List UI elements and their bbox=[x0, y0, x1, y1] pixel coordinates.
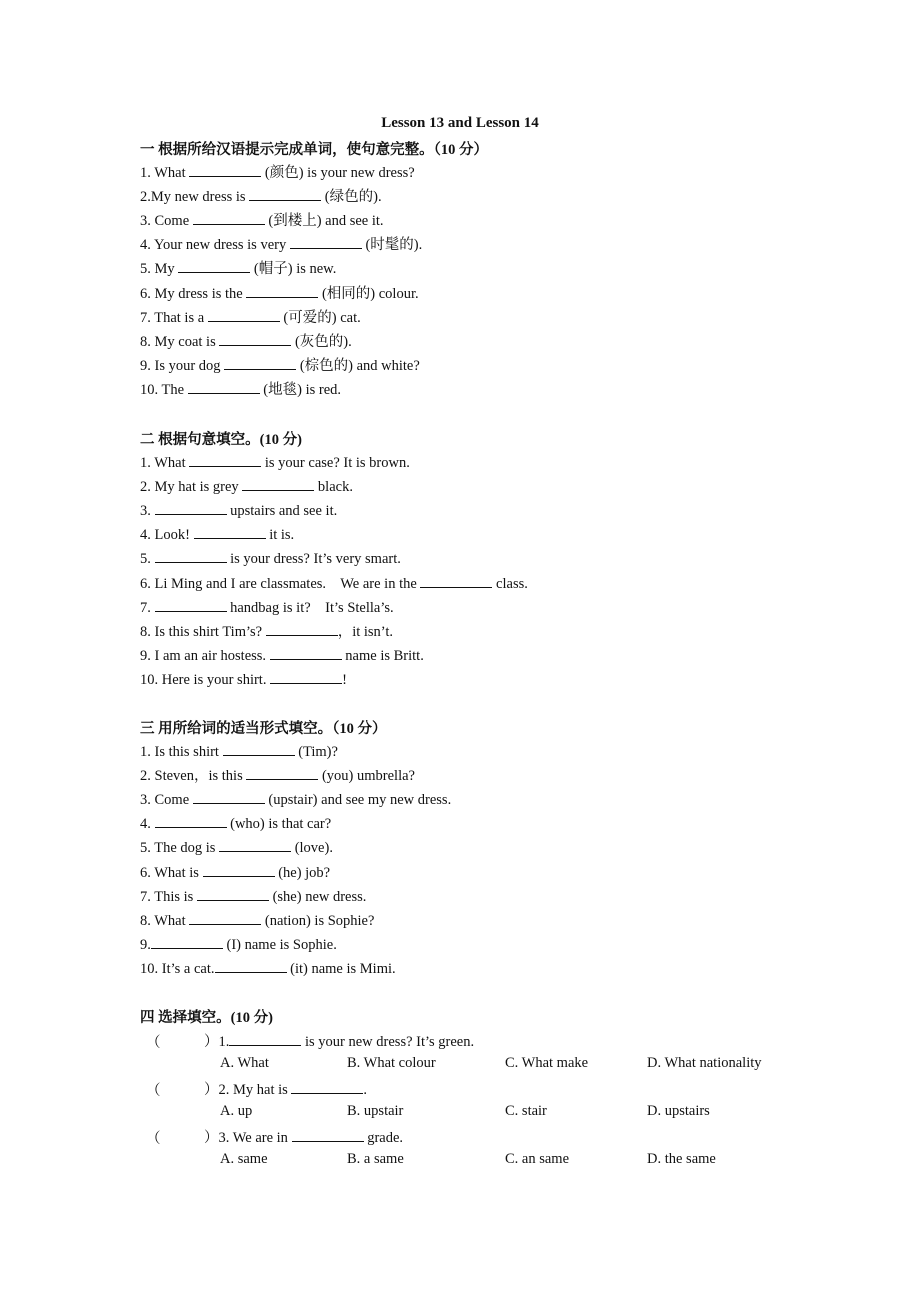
answer-blank[interactable] bbox=[420, 573, 492, 588]
question-line bbox=[140, 500, 337, 520]
answer-blank[interactable] bbox=[193, 789, 265, 804]
question-prefix: 7. bbox=[140, 599, 155, 616]
choice-option[interactable]: D. What nationality bbox=[647, 1055, 762, 1071]
question-line bbox=[140, 886, 366, 906]
question-suffix: (棕色的) and white? bbox=[296, 357, 420, 374]
answer-paren-close: ） bbox=[204, 1082, 219, 1098]
choice-question bbox=[204, 1127, 403, 1147]
question-prefix: 4. Look! bbox=[140, 527, 194, 544]
question-suffix: (帽子) is new. bbox=[250, 261, 337, 278]
question-prefix: 9. bbox=[140, 936, 151, 953]
question-prefix: 9. I am an air hostess. bbox=[140, 647, 270, 664]
question-line bbox=[140, 813, 331, 833]
question-prefix: 1. What bbox=[140, 455, 190, 471]
answer-blank[interactable] bbox=[155, 500, 227, 515]
question-suffix: grade. bbox=[363, 1130, 404, 1146]
answer-blank[interactable] bbox=[151, 934, 223, 949]
section-heading: 二 根据句意填空。(10 分) bbox=[140, 432, 302, 448]
question-prefix: 8. What bbox=[140, 912, 190, 929]
question-prefix: 8. My coat is bbox=[140, 333, 220, 350]
question-line bbox=[140, 958, 396, 978]
choice-option[interactable]: C. stair bbox=[505, 1103, 547, 1119]
question-line bbox=[140, 283, 419, 303]
question-prefix: 2. Steven，is this bbox=[140, 768, 247, 785]
question-prefix: 6. My dress is the bbox=[140, 285, 247, 302]
question-suffix: it is. bbox=[265, 527, 295, 544]
question-suffix: (可爱的) cat. bbox=[279, 309, 361, 326]
question-suffix: is your new dress? It’s green. bbox=[301, 1034, 475, 1050]
question-suffix: (绿色的). bbox=[321, 189, 382, 206]
question-prefix: 1. bbox=[218, 1034, 230, 1050]
choice-option[interactable]: C. What make bbox=[505, 1055, 589, 1071]
question-prefix: 1. What bbox=[140, 165, 190, 181]
answer-blank[interactable] bbox=[197, 886, 269, 901]
answer-blank[interactable] bbox=[246, 765, 318, 780]
question-line bbox=[140, 548, 401, 568]
question-line bbox=[140, 837, 333, 857]
question-suffix: is your case? It is brown. bbox=[261, 455, 410, 471]
question-suffix: (she) new dress. bbox=[268, 888, 367, 905]
question-suffix: (upstair) and see my new dress. bbox=[264, 792, 452, 809]
question-line bbox=[140, 765, 415, 785]
question-line bbox=[140, 862, 330, 882]
question-prefix: 4. Your new dress is very bbox=[140, 237, 290, 254]
answer-paren-open[interactable]: （ bbox=[146, 1035, 161, 1051]
page-title: Lesson 13 and Lesson 14 bbox=[381, 115, 539, 131]
section-heading: 三 用所给词的适当形式填空。（10 分） bbox=[140, 721, 387, 737]
answer-blank[interactable] bbox=[219, 837, 291, 852]
answer-paren-open[interactable]: （ bbox=[146, 1083, 161, 1099]
question-suffix: (he) job? bbox=[274, 864, 331, 881]
question-suffix: (it) name is Mimi. bbox=[286, 960, 396, 977]
answer-blank[interactable] bbox=[178, 258, 250, 273]
choice-option[interactable]: A. What bbox=[220, 1055, 269, 1071]
question-prefix: 7. That is a bbox=[140, 309, 208, 326]
choice-option[interactable]: A. up bbox=[220, 1103, 253, 1119]
question-line bbox=[140, 524, 294, 544]
question-prefix: 5. bbox=[140, 551, 155, 568]
question-line bbox=[140, 934, 337, 954]
answer-blank[interactable] bbox=[249, 186, 321, 201]
question-line bbox=[140, 162, 415, 182]
question-prefix: 9. Is your dog bbox=[140, 357, 225, 374]
question-line bbox=[140, 910, 374, 930]
question-line bbox=[140, 597, 394, 617]
question-suffix: class. bbox=[492, 575, 528, 592]
choice-option[interactable]: B. upstair bbox=[347, 1103, 404, 1119]
question-prefix: 10. The bbox=[140, 381, 188, 398]
question-line bbox=[140, 379, 341, 399]
question-suffix: (Tim)? bbox=[294, 744, 338, 760]
question-suffix: upstairs and see it. bbox=[226, 503, 338, 520]
question-prefix: 8. Is this shirt Tim’s? bbox=[140, 623, 266, 640]
question-suffix: (到楼上) and see it. bbox=[264, 213, 384, 230]
question-suffix: (I) name is Sophie. bbox=[222, 936, 337, 953]
question-suffix: (灰色的). bbox=[291, 333, 352, 350]
choice-question bbox=[204, 1079, 367, 1099]
question-prefix: 1. Is this shirt bbox=[140, 744, 223, 760]
question-prefix: 3. Come bbox=[140, 213, 193, 230]
question-line bbox=[140, 573, 528, 593]
answer-blank[interactable] bbox=[270, 669, 342, 684]
answer-blank[interactable] bbox=[155, 548, 227, 563]
question-line bbox=[140, 789, 451, 809]
question-prefix: 10. It’s a cat. bbox=[140, 960, 215, 977]
question-line bbox=[140, 258, 336, 278]
question-prefix: 3. bbox=[140, 503, 155, 520]
section-heading: 四 选择填空。(10 分) bbox=[140, 1010, 273, 1026]
question-prefix: 5. My bbox=[140, 261, 179, 278]
question-line bbox=[140, 331, 352, 351]
answer-blank[interactable] bbox=[219, 331, 291, 346]
question-prefix: 10. Here is your shirt. bbox=[140, 671, 271, 688]
question-prefix: 2. My hat is grey bbox=[140, 479, 243, 496]
answer-blank[interactable] bbox=[194, 524, 266, 539]
answer-blank[interactable] bbox=[270, 645, 342, 660]
question-prefix: 5. The dog is bbox=[140, 840, 220, 857]
question-suffix: . bbox=[363, 1082, 368, 1098]
question-line bbox=[140, 355, 420, 375]
question-prefix: 2. My hat is bbox=[218, 1082, 292, 1098]
question-line bbox=[140, 210, 384, 230]
question-line bbox=[140, 741, 338, 761]
question-suffix: black. bbox=[314, 479, 353, 496]
question-line bbox=[140, 234, 422, 254]
question-prefix: 7. This is bbox=[140, 888, 197, 905]
answer-blank[interactable] bbox=[155, 597, 227, 612]
question-line bbox=[140, 621, 393, 641]
answer-blank[interactable] bbox=[188, 379, 260, 394]
question-line bbox=[140, 476, 353, 496]
question-suffix: name is Britt. bbox=[341, 647, 424, 664]
answer-blank[interactable] bbox=[223, 741, 295, 756]
question-line bbox=[140, 645, 424, 665]
answer-blank[interactable] bbox=[242, 476, 314, 491]
answer-blank[interactable] bbox=[266, 621, 338, 636]
answer-blank[interactable] bbox=[155, 813, 227, 828]
answer-paren-close: ） bbox=[204, 1034, 219, 1050]
answer-blank[interactable] bbox=[229, 1031, 301, 1046]
choice-option[interactable]: B. What colour bbox=[347, 1055, 436, 1071]
question-prefix: 6. Li Ming and I are classmates. We are in the bbox=[140, 575, 421, 592]
answer-blank[interactable] bbox=[246, 283, 318, 298]
question-suffix: (地毯) is red. bbox=[259, 381, 341, 398]
answer-blank[interactable] bbox=[224, 355, 296, 370]
question-suffix: ，it isn’t. bbox=[337, 623, 394, 640]
answer-paren-close: ） bbox=[204, 1130, 219, 1146]
answer-blank[interactable] bbox=[189, 452, 261, 467]
answer-blank[interactable] bbox=[193, 210, 265, 225]
answer-blank[interactable] bbox=[292, 1127, 364, 1142]
question-prefix: 3. We are in bbox=[218, 1130, 292, 1146]
answer-blank[interactable] bbox=[208, 307, 280, 322]
answer-blank[interactable] bbox=[203, 862, 275, 877]
answer-blank[interactable] bbox=[189, 162, 261, 177]
question-suffix: (who) is that car? bbox=[226, 816, 332, 833]
question-prefix: 6. What is bbox=[140, 864, 203, 881]
question-line bbox=[140, 307, 361, 327]
answer-paren-open[interactable]: （ bbox=[146, 1131, 161, 1147]
question-line bbox=[140, 186, 382, 206]
question-suffix: is your dress? It’s very smart. bbox=[226, 551, 401, 568]
question-prefix: 2.My new dress is bbox=[140, 189, 250, 206]
question-suffix: (love). bbox=[291, 840, 333, 857]
question-prefix: 3. Come bbox=[140, 792, 193, 809]
section-heading: 一 根据所给汉语提示完成单词，使句意完整。（10 分） bbox=[140, 142, 488, 158]
question-suffix: (相同的) colour. bbox=[318, 285, 419, 302]
question-suffix: handbag is it? It’s Stella’s. bbox=[226, 599, 394, 616]
question-suffix: (nation) is Sophie? bbox=[261, 912, 375, 929]
choice-option[interactable]: C. an same bbox=[505, 1151, 570, 1167]
question-suffix: (you) umbrella? bbox=[318, 768, 415, 785]
choice-option[interactable]: A. same bbox=[220, 1151, 268, 1167]
question-line bbox=[140, 452, 410, 472]
choice-question bbox=[204, 1031, 474, 1051]
choice-option[interactable]: D. the same bbox=[647, 1151, 716, 1167]
question-suffix: ! bbox=[342, 671, 347, 688]
answer-blank[interactable] bbox=[290, 234, 362, 249]
question-suffix: (时髦的). bbox=[361, 237, 423, 254]
answer-blank[interactable] bbox=[189, 910, 261, 925]
answer-blank[interactable] bbox=[215, 958, 287, 973]
question-prefix: 4. bbox=[140, 816, 155, 833]
choice-option[interactable]: B. a same bbox=[347, 1151, 404, 1167]
question-suffix: (颜色) is your new dress? bbox=[261, 165, 415, 181]
answer-blank[interactable] bbox=[291, 1079, 363, 1094]
question-line bbox=[140, 669, 347, 689]
choice-option[interactable]: D. upstairs bbox=[647, 1103, 710, 1119]
